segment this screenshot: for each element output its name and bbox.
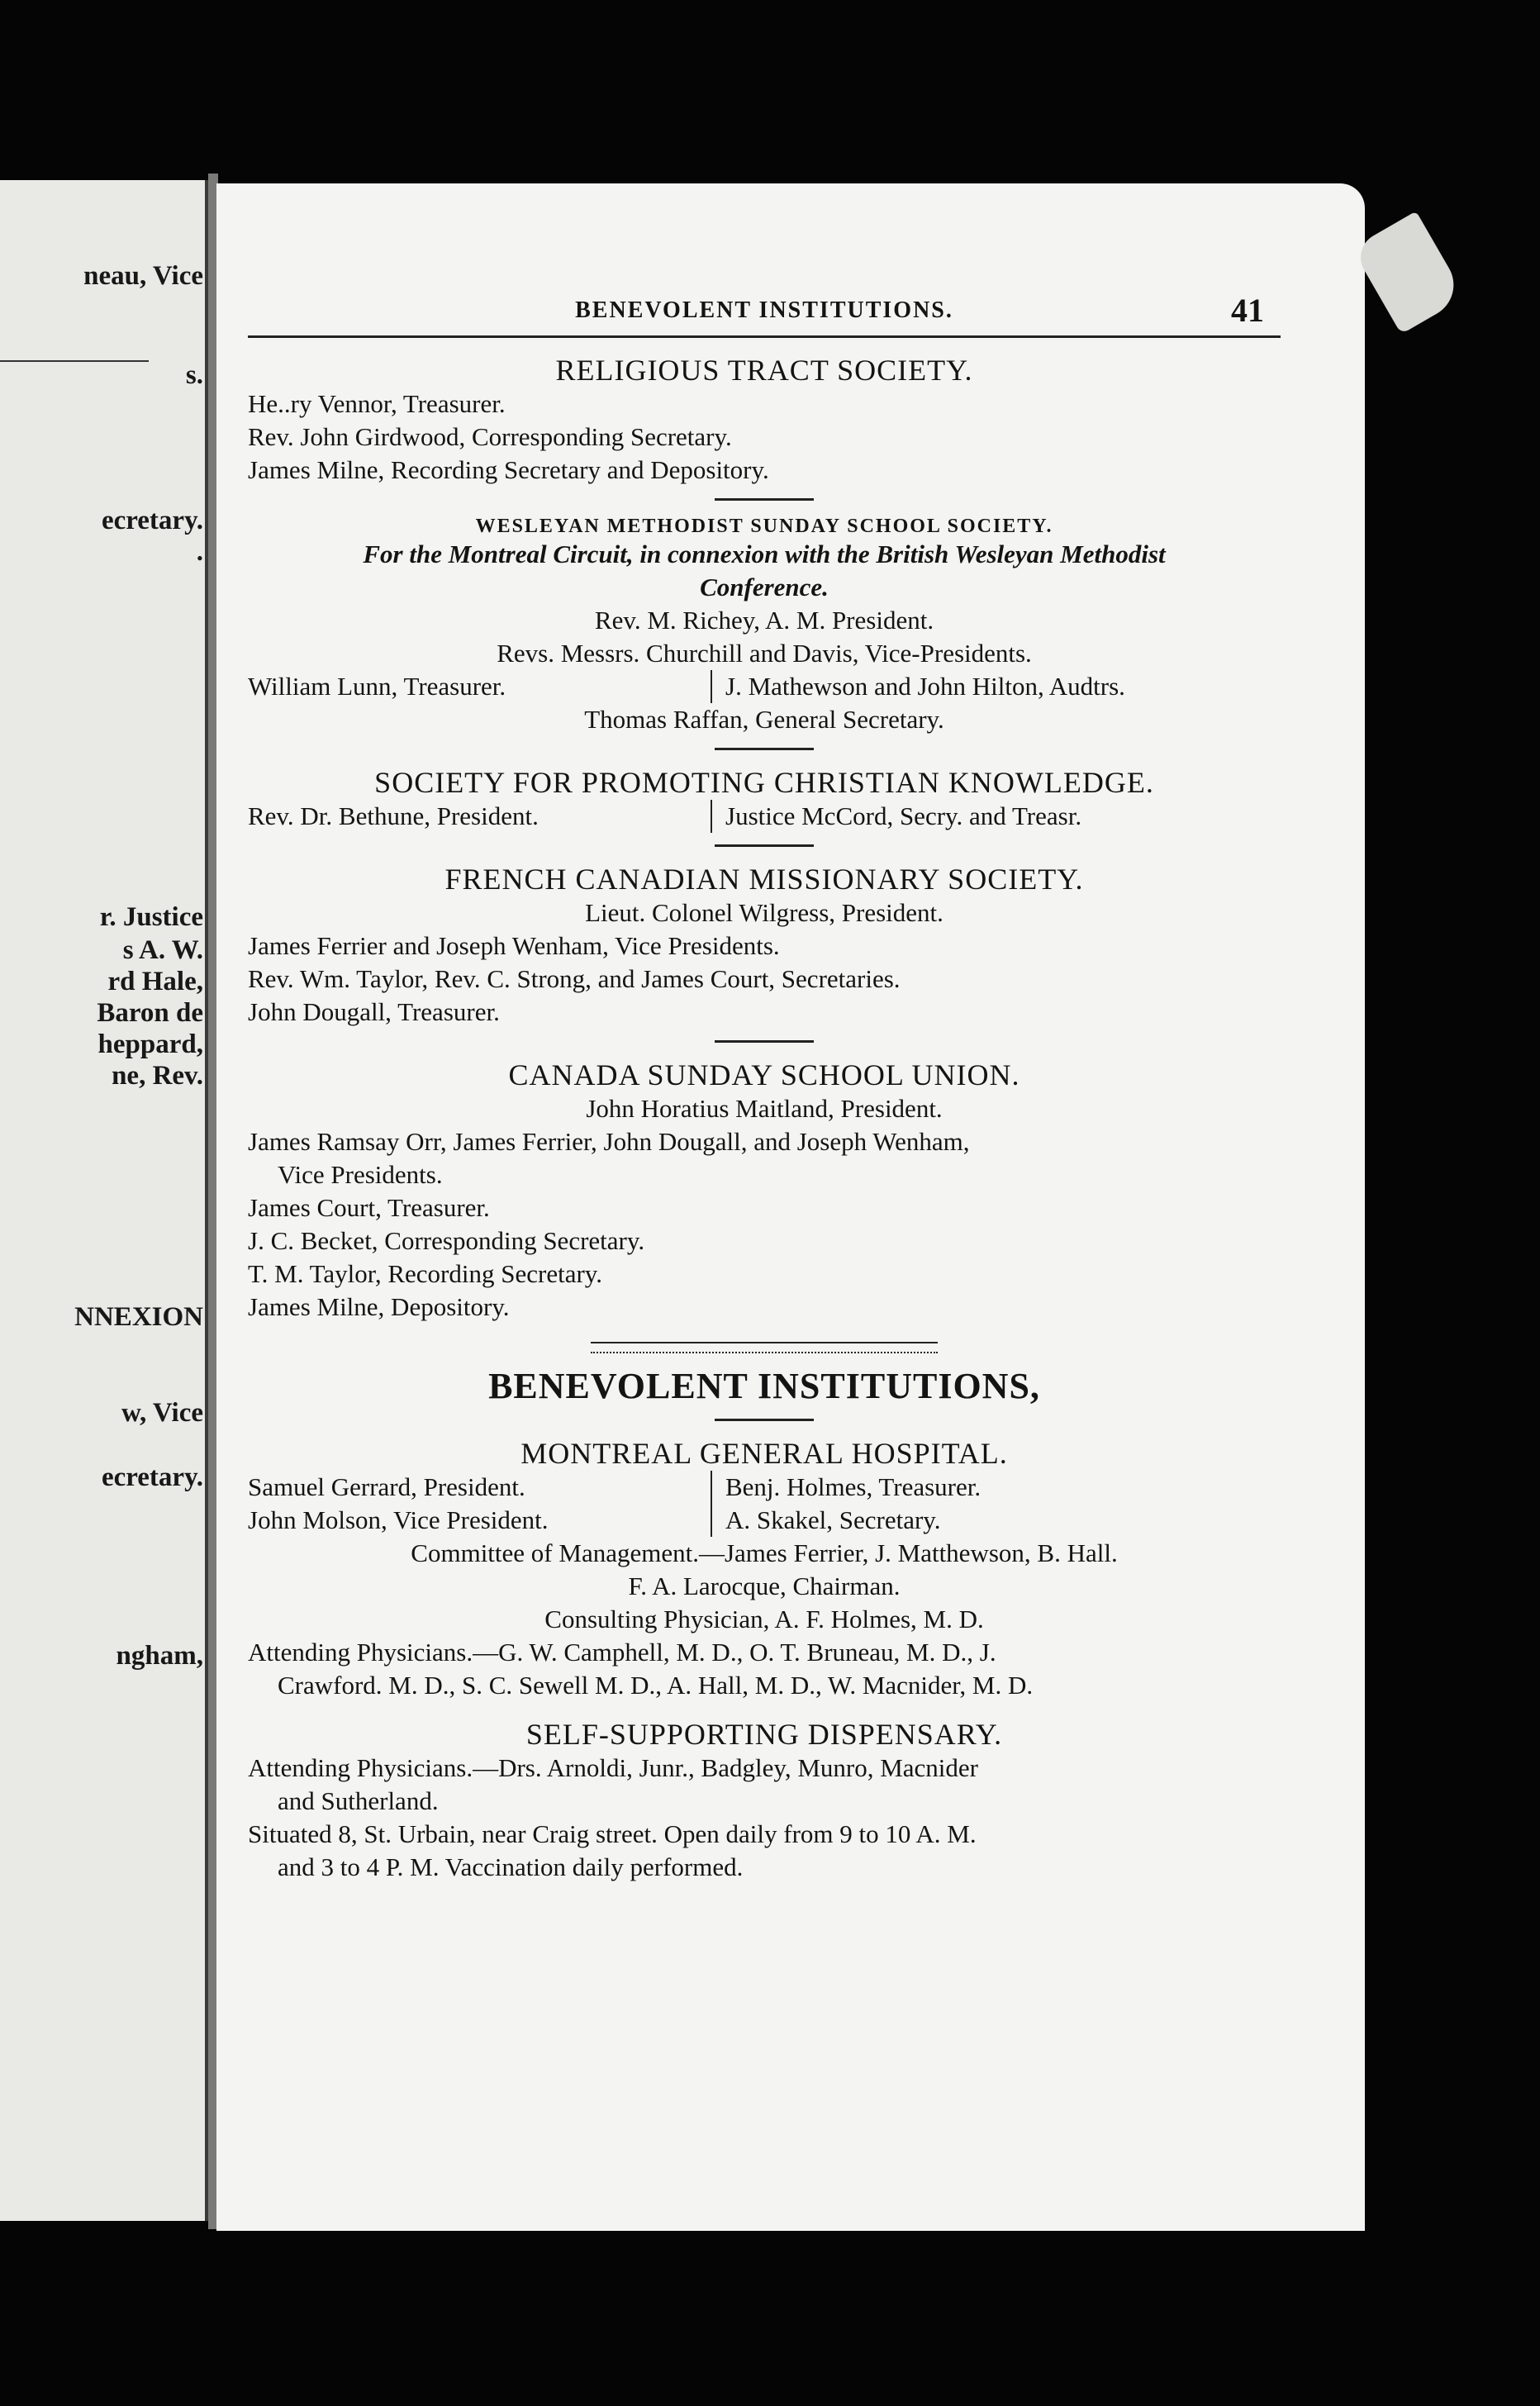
french-canadian-line: Rev. Wm. Taylor, Rev. C. Strong, and James Court, Secretaries. — [248, 964, 901, 993]
sunday-union-line: J. C. Becket, Corresponding Secretary. — [248, 1226, 645, 1255]
religious-tract-title: RELIGIOUS TRACT SOCIETY. — [555, 354, 973, 387]
sunday-union-line: James Court, Treasurer. — [248, 1193, 490, 1222]
sunday-union-line: James Milne, Depository. — [248, 1292, 510, 1321]
benevolent-heading: BENEVOLENT INSTITUTIONS, — [488, 1366, 1040, 1406]
torn-corner — [1352, 212, 1466, 335]
sunday-union-vp: James Ramsay Orr, James Ferrier, John Dougall, and Joseph Wenham, — [248, 1127, 970, 1156]
section-divider — [715, 748, 814, 750]
religious-tract-line: James Milne, Recording Secretary and Depository. — [248, 455, 769, 484]
hospital-consulting: Consulting Physician, A. F. Holmes, M. D. — [544, 1605, 984, 1633]
hospital-row — [248, 1471, 1281, 1504]
dispensary-attending: Attending Physicians.—Drs. Arnoldi, Junr., Badgley, Munro, Macnider — [248, 1753, 978, 1782]
spck-title: SOCIETY FOR PROMOTING CHRISTIAN KNOWLEDGE. — [374, 766, 1154, 799]
section-divider — [715, 1419, 814, 1421]
running-head — [248, 292, 1281, 338]
hospital-president: Samuel Gerrard, President. — [248, 1472, 525, 1501]
left-page-text-fragment: neau, Vice — [83, 261, 203, 291]
wesleyan-auditors: J. Mathewson and John Hilton, Audtrs. — [711, 670, 1125, 703]
hospital-title: MONTREAL GENERAL HOSPITAL. — [520, 1437, 1008, 1470]
religious-tract-line: Rev. John Girdwood, Corresponding Secretary. — [248, 422, 732, 451]
section-divider — [715, 498, 814, 501]
wesleyan-subtitle: For the Montreal Circuit, in connexion with the British Wesleyan Methodist — [363, 540, 1166, 568]
spck-row — [248, 800, 1281, 833]
page-number: 41 — [1231, 292, 1264, 329]
hospital-row — [248, 1504, 1281, 1537]
left-page-text-fragment: rd Hale, — [107, 967, 203, 996]
hospital-secretary: A. Skakel, Secretary. — [711, 1504, 941, 1537]
hospital-attending: Attending Physicians.—G. W. Camphell, M. D., O. T. Bruneau, M. D., J. — [248, 1638, 996, 1667]
hospital-committee: Committee of Management.—James Ferrier, J. Matthewson, B. Hall. — [411, 1538, 1118, 1567]
wesleyan-vice: Revs. Messrs. Churchill and Davis, Vice-Presidents. — [497, 639, 1032, 668]
sunday-union-title: CANADA SUNDAY SCHOOL UNION. — [508, 1058, 1020, 1091]
wesleyan-subtitle-cont: Conference. — [700, 573, 829, 602]
sunday-union-vp-cont: Vice Presidents. — [278, 1160, 443, 1189]
section-divider — [715, 1040, 814, 1043]
wavy-divider — [591, 1342, 938, 1353]
page-content — [248, 292, 1281, 1884]
hospital-treasurer: Benj. Holmes, Treasurer. — [711, 1471, 981, 1504]
wesleyan-president: Rev. M. Richey, A. M. President. — [594, 606, 934, 635]
dispensary-situated: Situated 8, St. Urbain, near Craig street. Open daily from 9 to 10 A. M. — [248, 1819, 977, 1848]
left-page-text-fragment: ecretary. — [101, 506, 203, 535]
left-page-text-fragment: s A. W. — [122, 935, 203, 965]
left-page-text-fragment: w, Vice — [121, 1398, 203, 1428]
hospital-attending-cont: Crawford. M. D., S. C. Sewell M. D., A. Hall, M. D., W. Macnider, M. D. — [278, 1671, 1034, 1700]
left-page-text-fragment: heppard, — [97, 1029, 203, 1059]
running-head-title: BENEVOLENT INSTITUTIONS. — [575, 297, 953, 323]
hospital-chairman: F. A. Larocque, Chairman. — [628, 1572, 901, 1600]
french-canadian-president: Lieut. Colonel Wilgress, President. — [585, 898, 943, 927]
left-page-fragment — [0, 180, 208, 2221]
left-page-text-fragment: s. — [185, 360, 203, 390]
french-canadian-title: FRENCH CANADIAN MISSIONARY SOCIETY. — [444, 863, 1084, 896]
wesleyan-secretary: Thomas Raffan, General Secretary. — [584, 705, 944, 734]
religious-tract-line: He..ry Vennor, Treasurer. — [248, 389, 506, 418]
section-divider — [715, 844, 814, 847]
left-page-text-fragment: Baron de — [97, 998, 203, 1028]
hospital-vice-president: John Molson, Vice President. — [248, 1505, 549, 1534]
dispensary-attending-cont: and Sutherland. — [278, 1786, 439, 1815]
french-canadian-line: James Ferrier and Joseph Wenham, Vice Presidents. — [248, 931, 780, 960]
left-page-text-fragment: ecretary. — [101, 1462, 203, 1492]
french-canadian-line: John Dougall, Treasurer. — [248, 997, 500, 1026]
left-page-text-fragment: NNEXION — [74, 1302, 203, 1332]
left-page-text-fragment: ne, Rev. — [112, 1061, 203, 1091]
dispensary-title: SELF-SUPPORTING DISPENSARY. — [525, 1718, 1003, 1751]
spck-secretary: Justice McCord, Secry. and Treasr. — [711, 800, 1081, 833]
sunday-union-president: John Horatius Maitland, President. — [586, 1094, 943, 1123]
spck-president: Rev. Dr. Bethune, President. — [248, 801, 539, 830]
sunday-union-line: T. M. Taylor, Recording Secretary. — [248, 1259, 603, 1288]
left-page-text-fragment: r. Justice — [99, 902, 203, 932]
dispensary-situated-cont: and 3 to 4 P. M. Vaccination daily performed. — [278, 1852, 744, 1881]
wesleyan-title: WESLEYAN METHODIST SUNDAY SCHOOL SOCIETY. — [475, 516, 1053, 537]
wesleyan-officers-row — [248, 670, 1281, 703]
left-page-text-fragment: ngham, — [116, 1641, 203, 1671]
left-page-text-fragment: . — [196, 537, 203, 567]
wesleyan-treasurer: William Lunn, Treasurer. — [248, 672, 506, 701]
